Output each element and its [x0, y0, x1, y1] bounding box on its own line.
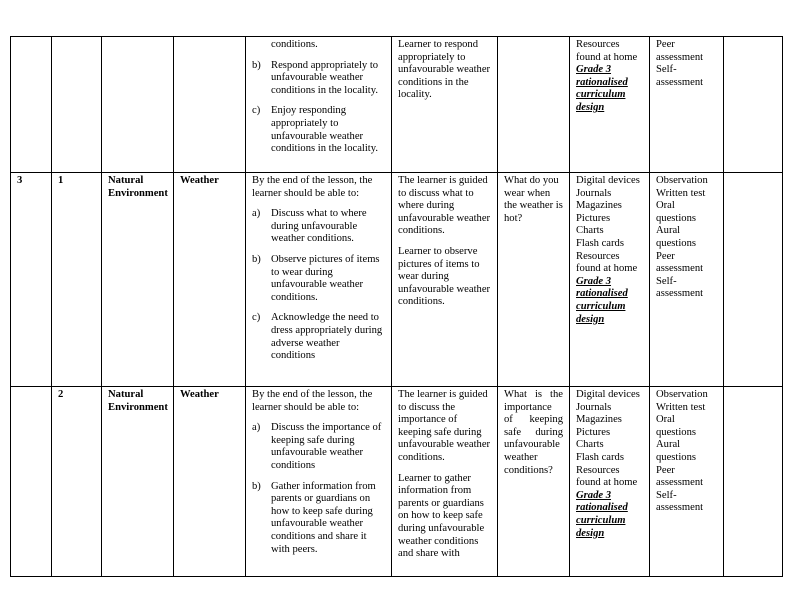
- learning-outcomes-cell: [246, 173, 392, 387]
- week-cell: [11, 37, 52, 173]
- outcome-item: [252, 422, 385, 472]
- key-inquiry-cell: What do you wear when the weather is hot?: [498, 173, 570, 387]
- sub-strand-cell: Weather: [174, 387, 246, 577]
- outcomes-list: [252, 208, 385, 363]
- outcome-text: Discuss what to where during unfavourable weather conditions.: [271, 208, 367, 245]
- outcome-letter: a): [252, 208, 261, 220]
- curriculum-design-reference: Grade 3 rationalised curriculum design: [576, 64, 628, 113]
- key-inquiry-cell: What is the importance of keeping safe during unfavourable weather conditions?: [498, 387, 570, 577]
- outcome-letter: c): [252, 105, 261, 117]
- assessment-item: Written test: [656, 401, 706, 413]
- key-inquiry-cell: [498, 37, 570, 173]
- outcome-letter: b): [252, 253, 261, 265]
- outcome-item: [252, 312, 385, 362]
- assessment-item: Oral questions: [656, 414, 697, 438]
- scheme-of-work-table: [10, 36, 783, 577]
- sub-strand-cell: [174, 37, 246, 173]
- table-row: [11, 173, 783, 387]
- outcome-text: Discuss the importance of keeping safe during unfavourable weather conditions: [271, 422, 382, 471]
- resource-item: Magazines: [576, 414, 622, 426]
- lesson-cell: 1: [52, 173, 102, 387]
- strand-cell: Natural Environment: [102, 387, 174, 577]
- outcome-letter: a): [252, 422, 261, 434]
- outcome-item: [252, 39, 385, 52]
- curriculum-design-reference: Grade 3 rationalised curriculum design: [576, 489, 628, 539]
- sub-strand-cell: Weather: [174, 173, 246, 387]
- outcome-letter: [252, 39, 271, 52]
- resource-item: Journals: [576, 401, 612, 413]
- assessment-item: Self-assessment: [656, 489, 704, 514]
- outcome-text: Observe pictures of items to wear during unfavourable weather conditions.: [271, 253, 380, 303]
- outcome-letter: c): [252, 312, 261, 324]
- outcome-text: Gather information from parents or guardians on how to keep safe during unfavourable weather conditions and share it with peers.: [271, 480, 376, 555]
- outcome-item: [252, 208, 385, 246]
- assessment-item: Observation: [656, 389, 708, 400]
- resource-item: Charts: [576, 225, 604, 237]
- outcome-letter: b): [252, 480, 261, 492]
- resource-item: Pictures: [576, 426, 611, 438]
- assessment-item: Self-assessment: [656, 64, 704, 88]
- remarks-cell: [724, 37, 783, 173]
- remarks-cell: [724, 173, 783, 387]
- outcome-item: [252, 60, 385, 98]
- resource-item: Magazines: [576, 200, 622, 212]
- outcome-text: Acknowledge the need to dress appropriately during adverse weather conditions: [271, 312, 383, 362]
- resource-item: Journals: [576, 187, 612, 199]
- strand-cell: [102, 37, 174, 173]
- curriculum-design-reference: Grade 3 rationalised curriculum design: [576, 275, 628, 325]
- resource-item: Digital devices: [576, 389, 640, 400]
- outcomes-intro: By the end of the lesson, the learner should be able to:: [252, 175, 373, 199]
- resource-item: Charts: [576, 439, 604, 451]
- table-body: [11, 37, 783, 577]
- experience-paragraph: Learner to respond appropriately to unfavourable weather conditions in the locality.: [398, 39, 491, 101]
- assessment-item: Peer assessment: [656, 464, 704, 489]
- assessment-item: Aural questions: [656, 225, 697, 249]
- assessment-item: Self-assessment: [656, 275, 704, 300]
- assessment-item: Peer assessment: [656, 39, 704, 63]
- remarks-cell: [724, 387, 783, 577]
- lesson-cell: [52, 37, 102, 173]
- table-row: [11, 387, 783, 577]
- resource-item: Flash cards: [576, 451, 624, 463]
- resource-item: Resources found at home: [576, 250, 638, 275]
- assessment-item: Written test: [656, 187, 706, 199]
- outcome-item: [252, 254, 385, 304]
- assessment-cell: [650, 387, 724, 577]
- learning-outcomes-cell: [246, 387, 392, 577]
- resources-cell: [570, 387, 650, 577]
- experience-paragraph: The learner is guided to discuss the importance of keeping safe during unfavourable weather conditions.: [398, 389, 491, 463]
- outcome-item: [252, 105, 385, 155]
- outcome-letter: b): [252, 59, 261, 71]
- outcome-text: Enjoy responding appropriately to unfavourable weather conditions in the locality.: [271, 105, 378, 155]
- strand-cell: Natural Environment: [102, 173, 174, 387]
- learning-outcomes-cell: [246, 37, 392, 173]
- week-cell: [11, 387, 52, 577]
- assessment-item: Observation: [656, 175, 708, 186]
- outcome-text: Respond appropriately to unfavourable weather conditions in the locality.: [271, 59, 379, 96]
- assessment-item: Peer assessment: [656, 250, 704, 275]
- experience-paragraph: Learner to gather information from parents or guardians on how to keep safe during unfavourable weather conditions and share with: [398, 472, 485, 560]
- resource-item: Flash cards: [576, 237, 624, 249]
- outcomes-list: [252, 422, 385, 556]
- outcome-text: conditions.: [271, 39, 318, 50]
- outcomes-intro: By the end of the lesson, the learner should be able to:: [252, 389, 373, 413]
- week-cell: 3: [11, 173, 52, 387]
- experience-paragraph: Learner to observe pictures of items to wear during unfavourable weather conditions.: [398, 245, 491, 308]
- assessment-item: Oral questions: [656, 200, 697, 224]
- resource-item: Pictures: [576, 212, 611, 224]
- learning-experiences-cell: [392, 37, 498, 173]
- resource-item: Resources found at home: [576, 464, 638, 489]
- assessment-cell: [650, 37, 724, 173]
- experience-paragraph: The learner is guided to discuss what to where during unfavourable weather conditions.: [398, 175, 491, 237]
- assessment-cell: [650, 173, 724, 387]
- lesson-cell: 2: [52, 387, 102, 577]
- assessment-item: Aural questions: [656, 439, 697, 463]
- table-row: [11, 37, 783, 173]
- learning-experiences-cell: [392, 173, 498, 387]
- resources-cell: [570, 173, 650, 387]
- resources-cell: [570, 37, 650, 173]
- outcome-item: [252, 481, 385, 557]
- learning-experiences-cell: [392, 387, 498, 577]
- resource-item: Resources found at home: [576, 39, 638, 63]
- outcomes-list: [252, 39, 385, 156]
- resource-item: Digital devices: [576, 175, 640, 186]
